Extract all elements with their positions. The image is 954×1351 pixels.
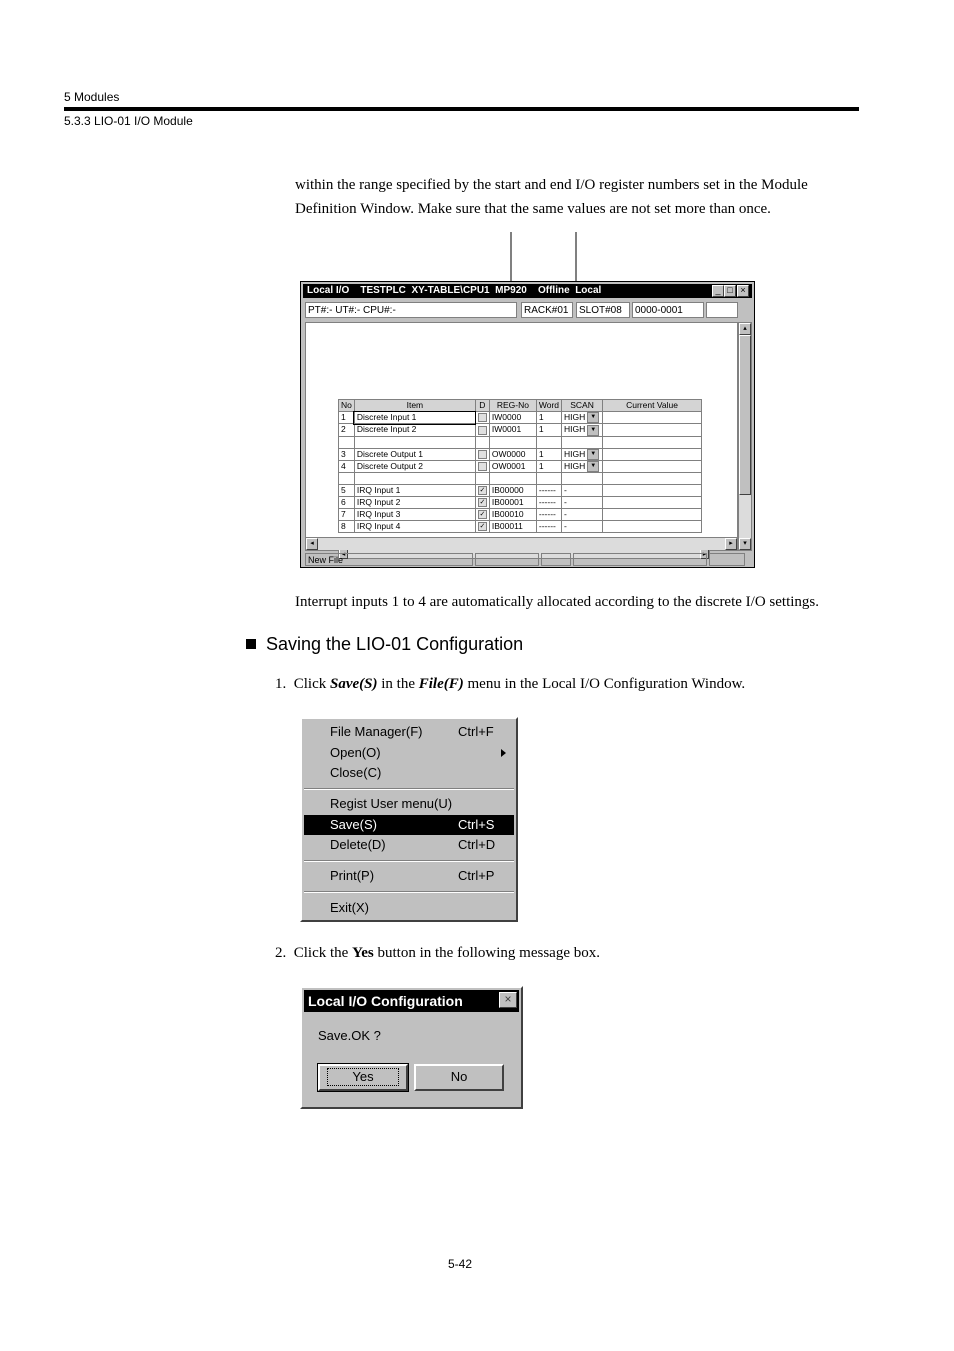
menu-item-print[interactable]: Print(P) Ctrl+P [330, 868, 495, 883]
step-text: Click [293, 676, 330, 692]
header-chapter: 5 Modules [64, 90, 120, 104]
cell-reg: IW0000 [489, 412, 536, 424]
dialog-message: Save.OK ? [318, 1028, 381, 1043]
cell-value [603, 485, 702, 497]
checkbox[interactable]: ✓ [479, 511, 486, 519]
cell-word [536, 473, 561, 485]
cell-value [603, 521, 702, 533]
header-rule [64, 107, 859, 111]
cell-word: ------ [536, 485, 561, 497]
col-d: D [475, 400, 489, 412]
cell-scan: HIGH ▼ [562, 448, 603, 460]
table-row[interactable] [339, 460, 702, 472]
step-2 [275, 945, 600, 962]
cell-d [475, 473, 489, 485]
cell-item: Discrete Input 1 [354, 412, 475, 424]
maximize-button[interactable]: □ [724, 285, 736, 297]
scroll-left-icon[interactable]: ◂ [339, 549, 348, 559]
table-row[interactable] [339, 448, 702, 460]
cell-word: 1 [536, 448, 561, 460]
step-text: in the [377, 676, 419, 692]
cell-reg [489, 436, 536, 448]
checkbox[interactable] [478, 413, 487, 422]
cell-scan [562, 436, 603, 448]
after-paragraph: Interrupt inputs 1 to 4 are automatically allocated according to the discrete I/O settings. [295, 594, 819, 610]
cell-no [339, 473, 355, 485]
cell-scan: HIGH ▼ [562, 412, 603, 424]
info-range: 0000-0001 [632, 302, 704, 318]
section-heading [246, 634, 523, 655]
cell-value [603, 509, 702, 521]
cell-reg: IW0001 [489, 424, 536, 436]
cell-value [603, 460, 702, 472]
checkbox[interactable] [478, 462, 487, 471]
cell-scan: - [562, 509, 603, 521]
cell-item: IRQ Input 1 [354, 485, 475, 497]
page-number: 5-42 [448, 1257, 473, 1271]
cell-no: 1 [339, 412, 355, 424]
menu-separator [304, 860, 514, 862]
cell-word: ------ [536, 521, 561, 533]
status-text: New File [305, 553, 473, 566]
info-slot: SLOT#08 [576, 302, 630, 318]
status-bar [303, 553, 752, 566]
cell-reg [489, 473, 536, 485]
close-icon[interactable]: × [499, 992, 517, 1008]
dropdown-arrow-icon[interactable]: ▼ [587, 412, 599, 423]
io-table-area [305, 322, 738, 558]
cell-reg: IB00010 [489, 509, 536, 521]
io-table [338, 399, 702, 533]
cell-word: 1 [536, 424, 561, 436]
cell-no: 5 [339, 485, 355, 497]
scroll-right-icon[interactable]: ▸ [700, 549, 709, 559]
cell-d [475, 460, 489, 472]
table-row[interactable] [339, 497, 702, 509]
cell-reg: IB00000 [489, 485, 536, 497]
file-menu [300, 717, 518, 922]
cell-d [475, 521, 489, 533]
cell-scan: - [562, 497, 603, 509]
step-1 [275, 676, 745, 693]
dialog-title: Local I/O Configuration [304, 990, 519, 1012]
cell-no: 7 [339, 509, 355, 521]
scroll-thumb[interactable] [739, 335, 751, 495]
checkbox[interactable]: ✓ [479, 523, 486, 531]
scroll-up-icon[interactable]: ▴ [739, 323, 751, 335]
col-value: Current Value [603, 400, 702, 412]
minimize-button[interactable]: _ [712, 285, 724, 297]
cell-value [603, 436, 702, 448]
cell-d [475, 424, 489, 436]
cell-word [536, 436, 561, 448]
cell-no: 8 [339, 521, 355, 533]
cell-no: 3 [339, 448, 355, 460]
cell-value [603, 497, 702, 509]
info-rack: RACK#01 [521, 302, 573, 318]
scroll-left-icon[interactable]: ◂ [306, 538, 318, 550]
cell-value [603, 424, 702, 436]
step-emph: File(F) [418, 676, 464, 692]
dropdown-arrow-icon[interactable]: ▼ [587, 461, 599, 472]
cell-reg: OW0000 [489, 448, 536, 460]
table-row[interactable] [339, 412, 702, 424]
save-confirm-dialog [300, 986, 523, 1109]
window-title: Local I/O TESTPLC XY-TABLE\CPU1 MP920 Offline Local [303, 284, 752, 298]
menu-separator [304, 891, 514, 893]
cell-d [475, 497, 489, 509]
col-scan: SCAN [562, 400, 603, 412]
cell-word: ------ [536, 497, 561, 509]
cell-d [475, 485, 489, 497]
cell-value [603, 412, 702, 424]
cell-item: Discrete Output 2 [354, 460, 475, 472]
table-row[interactable] [339, 473, 702, 485]
table-row[interactable] [339, 436, 702, 448]
menu-item-file-manager[interactable]: File Manager(F) Ctrl+F [330, 724, 494, 739]
cell-reg: IB00001 [489, 497, 536, 509]
cell-item [354, 436, 475, 448]
cell-word: 1 [536, 412, 561, 424]
step-emph: Save(S) [330, 676, 378, 692]
scroll-down-icon[interactable]: ▾ [739, 538, 751, 550]
yes-button[interactable]: Yes [318, 1064, 408, 1091]
window-vscrollbar[interactable] [738, 322, 752, 551]
cell-value [603, 473, 702, 485]
step-emph: Yes [352, 945, 374, 961]
window-hscrollbar[interactable] [306, 537, 737, 550]
cell-scan: HIGH ▼ [562, 460, 603, 472]
menu-item-open[interactable]: Open(O) [304, 743, 514, 763]
cell-no: 2 [339, 424, 355, 436]
checkbox[interactable] [478, 450, 487, 459]
dropdown-arrow-icon[interactable]: ▼ [587, 449, 599, 460]
table-row[interactable] [339, 424, 702, 436]
cell-no: 6 [339, 497, 355, 509]
step-number: 2. [275, 945, 287, 961]
col-reg: REG-No [489, 400, 536, 412]
status-pane [541, 553, 571, 566]
header-section: 5.3.3 LIO-01 I/O Module [64, 114, 193, 128]
cell-item: IRQ Input 4 [354, 521, 475, 533]
submenu-arrow-icon [501, 749, 506, 757]
cell-word: ------ [536, 509, 561, 521]
info-blank [706, 302, 738, 318]
checkbox[interactable]: ✓ [479, 499, 486, 507]
section-title: Saving the LIO-01 Configuration [266, 634, 524, 654]
square-bullet-icon [246, 639, 256, 649]
cell-no: 4 [339, 460, 355, 472]
menu-item-exit[interactable]: Exit(X) [330, 900, 369, 915]
menu-item-save[interactable]: Save(S) Ctrl+S [304, 815, 514, 835]
cell-item: Discrete Input 2 [354, 424, 475, 436]
cell-word: 1 [536, 460, 561, 472]
menu-separator [304, 788, 514, 790]
cell-d [475, 448, 489, 460]
cell-d [475, 412, 489, 424]
local-io-window [300, 281, 755, 568]
cell-value [603, 448, 702, 460]
step-number: 1. [275, 676, 287, 692]
close-button[interactable]: × [737, 285, 749, 297]
table-row[interactable] [339, 521, 702, 533]
menu-item-delete[interactable]: Delete(D) Ctrl+D [330, 837, 496, 852]
cell-no [339, 436, 355, 448]
cell-item: Discrete Output 1 [354, 448, 475, 460]
cell-scan: - [562, 485, 603, 497]
info-station: PT#:- UT#:- CPU#:- [305, 302, 517, 318]
scroll-right-icon[interactable]: ▸ [725, 538, 737, 550]
cell-item: IRQ Input 3 [354, 509, 475, 521]
table-row[interactable] [339, 485, 702, 497]
cell-scan: - [562, 521, 603, 533]
cell-reg: OW0001 [489, 460, 536, 472]
cell-d [475, 509, 489, 521]
status-pane [475, 553, 539, 566]
cell-scan [562, 473, 603, 485]
checkbox[interactable] [478, 426, 487, 435]
status-pane [709, 553, 745, 566]
menu-item-close[interactable]: Close(C) [330, 765, 382, 780]
intro-paragraph: within the range specified by the start and end I/O register numbers set in the Module Definition Window. Make sure that the same values are not set more than once. [295, 177, 808, 217]
step-text: button in the following message box. [373, 945, 600, 961]
cell-scan: HIGH ▼ [562, 424, 603, 436]
col-no: No [339, 400, 355, 412]
step-text: menu in the Local I/O Configuration Window. [463, 676, 746, 692]
checkbox[interactable]: ✓ [479, 487, 486, 495]
cell-item: IRQ Input 2 [354, 497, 475, 509]
dropdown-arrow-icon[interactable]: ▼ [587, 425, 599, 436]
status-pane [573, 553, 707, 566]
cell-reg: IB00011 [489, 521, 536, 533]
col-word: Word [536, 400, 561, 412]
menu-item-regist-user-menu[interactable]: Regist User menu(U) [330, 796, 453, 811]
cell-item [354, 473, 475, 485]
no-button[interactable]: No [414, 1064, 504, 1091]
cell-d [475, 436, 489, 448]
step-text: Click the [293, 945, 353, 961]
col-item: Item [354, 400, 475, 412]
table-row[interactable] [339, 509, 702, 521]
